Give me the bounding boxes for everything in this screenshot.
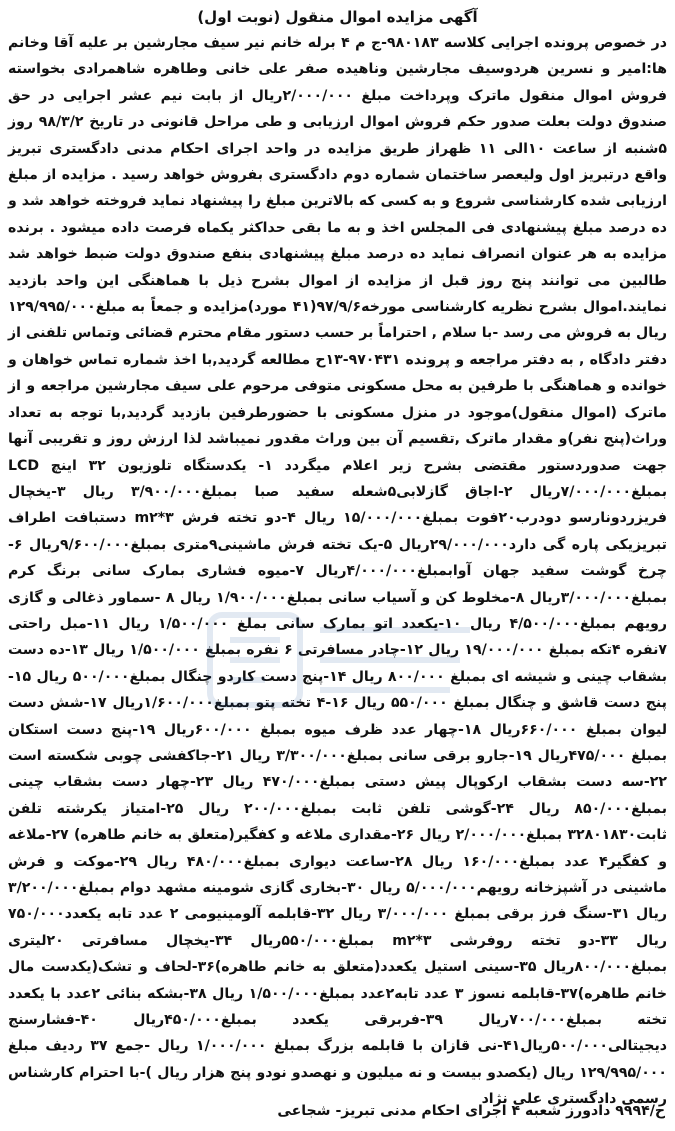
notice-signature: ح/۹۹۹۴ دادورز شعبه ۴ اجرای احکام مدنی تبریز- شجاعی: [277, 1103, 665, 1119]
notice-title: آگهی مزایده اموال منقول (نوبت اول): [197, 8, 478, 26]
notice-body: در خصوص پرونده اجرایی کلاسه ۹۸۰۱۸۳-ج م ۴ برله خانم نیر سیف مجارشین بر علیه آقا وخانم ها:امیر و نسرین هردوسیف مجارشین وناهیده صفر علی خانی وطاهره شاهمرادی بخواسته فروش اموال منقول ماترک وپرداخت مبلغ ۲/۰۰۰/۰۰۰ریال از بابت نیم عشر اجرایی در حق صندوق دولت بعلت صدور حکم فروش اموال ارزیابی و طی مراحل قانونی در تاریخ ۹۸/۳/۲ روز ۵شنبه از ساعت ۱۰الی ۱۱ ظهراز طریق مزایده در واحد اجرای احکام مدنی دادگستری تبریز واقع درتبریز اول ولیعصر ساختمان شماره دوم دادگستری بفروش خواهد رسید . مزایده از مبلغ ارزیابی شده کارشناسی شروع و به کسی که بالاترین مبلغ را پیشنهاد نماید فروخته خواهد شد و ده درصد مبلغ پیشنهادی فی المجلس اخذ و به ما بقی حداکثر یکماه فرصت داده میشود . برنده مزایده به هر عنوان انصراف نماید ده درصد مبلغ پیشنهادی بنفع صندوق دولت ضبط خواهد شد طالبین می توانند پنج روز قبل از مزایده از اموال بشرح ذیل با هماهنگی این واحد بازدید نمایند.اموال بشرح نظریه کارشناسی مورخه۹۷/۹/۶(۴۱ مورد)مزایده و جمعاً به مبلغ۱۲۹/۹۹۵/۰۰۰ ریال به فروش می رسد -با سلام , احتراماً بر حسب دستور مقام محترم قضائی وتماس تلفنی از دفتر دادگاه , به دفتر مراجعه و پرونده ۹۷۰۴۳۱-۱۳ح مطالعه گردید,با اخذ شماره تماس خواهان و خوانده و هماهنگی با طرفین به محل مسکونی متوفی مرحوم علی سیف مجارشین مراجعه و از ماترک (اموال منقول)موجود در منزل مسکونی با حضورطرفین بازدید گردید,با توجه به تعداد وراث(پنج نفر)و مقدار ماترک ,تقسیم آن بین وراث مقدور نمیباشد لذا ارزش روز و تقریبی آنها جهت صدوردستور مقتضی بشرح زیر اعلام میگردد ۱- یکدستگاه تلوزیون ۳۲ اینچ LCD بمبلغ۷/۰۰۰/۰۰۰ریال ۲-اجاق گازلابی۵شعله سفید صبا بمبلغ۳/۹۰۰/۰۰۰ ریال ۳-یخچال فریزردونارسو دودرب۲۰فوت بمبلغ۱۵/۰۰۰/۰۰۰ ریال ۴-دو تخته فرش m۲*۳ دستبافت اطراف تبریزیکی پاره گی دارد۲۹/۰۰۰/۰۰۰ریال ۵-یک تخته فرش ماشینی۹متری بمبلغ۹/۶۰۰/۰۰۰ریال ۶-چرخ گوشت سفید جهان آوابمبلغ۴/۰۰۰/۰۰۰ریال ۷-میوه فشاری بمارک سانی برنگ کرم بمبلغ۳/۰۰۰/۰۰۰ریال ۸-مخلوط کن و آسیاب سانی بمبلغ۱/۹۰۰/۰۰۰ ریال ۸ -سماور ذغالی و گازی رویهم بمبلغ۴/۵۰۰/۰۰۰ ریال ۱۰-یکعدد اتو بمارک سانی بملغ ۱/۵۰۰/۰۰۰ ریال ۱۱-مبل راحتی ۷نفره ۴تکه بمبلغ ۱۹/۰۰۰/۰۰۰ ریال ۱۲-چادر مسافرتی ۶ نفره بمبلغ ۱/۵۰۰/۰۰۰ ریال ۱۳-ده دست بشقاب چینی و شیشه ای بمبلغ ۸۰۰/۰۰۰ ریال ۱۴-پنج دست کاردو چنگال بمبلغ۵۰۰/۰۰۰ ریال ۱۵-پنج دست قاشق و چنگال بمبلغ ۵۵۰/۰۰۰ ریال ۱۶-۴ تخته پتو بمبلغ۱/۶۰۰/۰۰۰ریال ۱۷-شش دست لیوان بمبلغ ۶۶۰/۰۰۰ریال ۱۸-چهار عدد ظرف میوه بمبلغ ۶۰۰/۰۰۰ریال ۱۹-پنج دست استکان بمبلغ ۴۷۵/۰۰۰ریال ۱۹-جارو برقی سانی بمبلغ۳/۳۰۰/۰۰۰ ریال ۲۱-جاکفشی چوبی شکسته است ۲۲-سه دست بشقاب ارکوپال پیش دستی بمبلغ۴۷۰/۰۰۰ ریال ۲۳-چهار دست بشقاب چینی بمبلغ۸۵۰/۰۰۰ ریال ۲۴-گوشی تلفن ثابت بمبلغ۲۰۰/۰۰۰ ریال ۲۵-امتیاز یکرشته تلفن ثابت۳۲۸۰۱۸۳۰ بمبلغ۲/۰۰۰/۰۰۰ ریال ۲۶-مقداری ملاغه و کفگیر(متعلق به خانم طاهره) ۲۷-ملاغه و کفگیر۴ عدد بمبلغ۱۶۰/۰۰۰ ریال ۲۸-ساعت دیواری بمبلغ۴۸۰/۰۰۰ ریال ۲۹-موکت و فرش ماشینی در آشپزخانه رویهم۵/۰۰۰/۰۰۰ ریال ۳۰-بخاری گازی شومینه مشهد دوام بمبلغ۳/۲۰۰/۰۰۰ ریال ۳۱-سنگ فرز برقی بمبلغ ۳/۰۰۰/۰۰۰ ریال ۳۲-قابلمه آلومینیومی ۲ عدد تابه یکعدد۷۵۰/۰۰۰ ریال ۳۳-دو تخته روفرشی m۲*۳ بمبلغ۵۵۰/۰۰۰ریال ۳۴-یخچال مسافرتی ۲۰لیتری بمبلغ۸۰۰/۰۰۰ریال ۳۵-سینی استیل یکعدد(متعلق به خانم طاهره)۳۶-لحاف و تشک(یکدست مال خانم طاهره)۳۷-قابلمه نسوز ۳ عدد تابه۲عدد بمبلغ۱/۵۰۰/۰۰۰ ریال ۳۸-بشکه بنائی ۲عدد با یکعدد تخته بمبلغ۷۰۰/۰۰۰ریال ۳۹-فربرقی یکعدد بمبلغ۴۵۰/۰۰۰ریال ۴۰-فشارسنج دیجیتالی۵۰۰/۰۰۰ریال۴۱-نی قازان با قابلمه بزرگ بمبلغ ۱/۰۰۰/۰۰۰ ریال -جمع ۳۷ ردیف مبلغ ۱۲۹/۹۹۵/۰۰۰ ریال (یکصدو بیست و نه میلیون و نهصدو نودو پنج هزار ریال )-با احترام کارشناس رسمی دادگستری علی نژاد: [8, 35, 668, 1108]
